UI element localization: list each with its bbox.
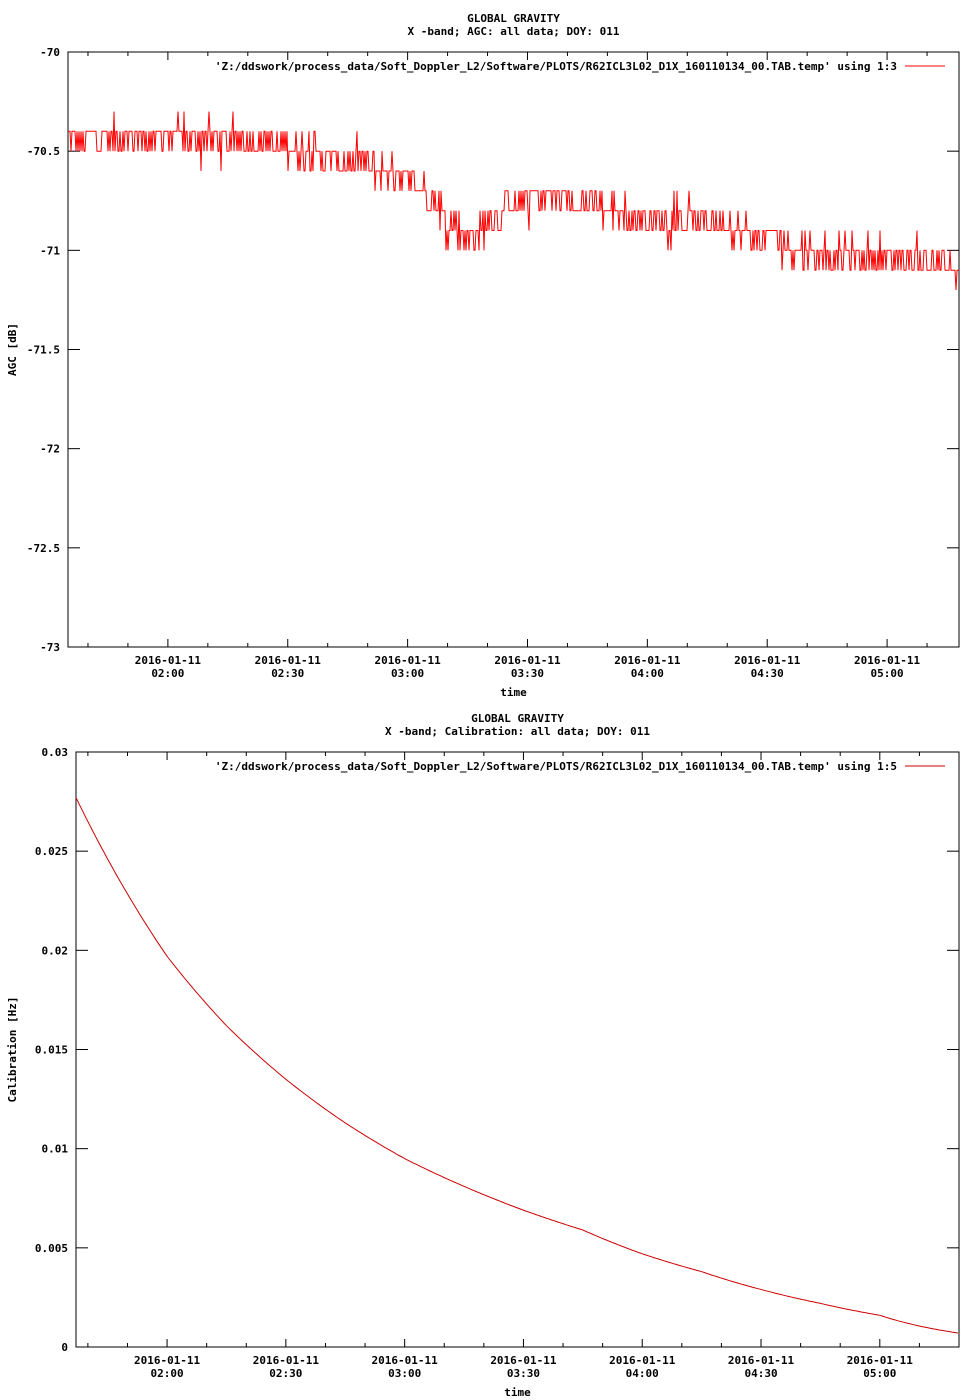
- series-line: [76, 798, 958, 1333]
- x-tick-date: 2016-01-11: [609, 1354, 676, 1367]
- x-tick-time: 04:30: [744, 1367, 778, 1380]
- x-tick-date: 2016-01-11: [371, 1354, 438, 1367]
- y-tick-label: 0: [61, 1341, 68, 1354]
- x-tick-time: 02:00: [150, 1367, 184, 1380]
- y-axis-label: Calibration [Hz]: [6, 996, 19, 1103]
- x-tick-time: 02:30: [269, 1367, 303, 1380]
- x-tick-time: 04:00: [625, 1367, 659, 1380]
- x-tick-date: 2016-01-11: [734, 654, 801, 667]
- x-tick-date: 2016-01-11: [490, 1354, 557, 1367]
- x-tick-date: 2016-01-11: [374, 654, 441, 667]
- y-tick-label: -73: [40, 641, 60, 654]
- y-tick-label: -71.5: [26, 343, 60, 357]
- x-axis-label: time: [500, 686, 527, 699]
- x-tick-time: 02:30: [271, 667, 305, 680]
- chart-title: GLOBAL GRAVITY: [467, 12, 560, 25]
- x-tick-time: 03:30: [506, 1367, 541, 1380]
- series-line: [68, 112, 959, 291]
- agc-chart: [6, 12, 959, 699]
- x-tick-time: 03:30: [510, 667, 545, 680]
- legend-label: 'Z:/ddswork/process_data/Soft_Doppler_L2/Software/PLOTS/R62ICL3L02_D1X_160110134_00.TAB.temp' using 1:3: [214, 60, 897, 73]
- chart-subtitle: X -band; Calibration: all data; DOY: 011: [385, 725, 650, 738]
- y-tick-label: -70.5: [26, 145, 60, 159]
- x-tick-time: 04:00: [630, 667, 664, 680]
- chart-title: GLOBAL GRAVITY: [471, 712, 564, 725]
- calibration-chart: [6, 712, 959, 1399]
- x-tick-date: 2016-01-11: [254, 654, 321, 667]
- x-tick-time: 05:00: [870, 667, 904, 680]
- x-tick-time: 03:00: [388, 1367, 422, 1380]
- x-tick-date: 2016-01-11: [846, 1354, 913, 1367]
- x-tick-time: 04:30: [750, 667, 784, 680]
- x-tick-date: 2016-01-11: [252, 1354, 319, 1367]
- x-tick-time: 05:00: [863, 1367, 897, 1380]
- x-tick-date: 2016-01-11: [133, 1354, 201, 1367]
- x-tick-date: 2016-01-11: [134, 654, 202, 667]
- plot-frame: [76, 752, 959, 1347]
- y-tick-label: -71: [40, 244, 60, 258]
- y-tick-label: 0.025: [34, 845, 68, 859]
- y-tick-label: 0.02: [41, 944, 68, 958]
- y-tick-label: 0.03: [41, 746, 68, 759]
- x-tick-date: 2016-01-11: [494, 654, 561, 667]
- x-tick-date: 2016-01-11: [727, 1354, 795, 1367]
- y-tick-label: 0.005: [34, 1241, 68, 1255]
- y-tick-label: 0.01: [41, 1142, 68, 1156]
- y-tick-label: 0.015: [34, 1043, 68, 1057]
- y-axis-label: AGC [dB]: [6, 323, 19, 376]
- x-tick-time: 02:00: [151, 667, 185, 680]
- x-tick-time: 03:00: [391, 667, 425, 680]
- legend-label: 'Z:/ddswork/process_data/Soft_Doppler_L2/Software/PLOTS/R62ICL3L02_D1X_160110134_00.TAB.temp' using 1:5: [214, 760, 897, 773]
- x-axis-label: time: [504, 1386, 531, 1399]
- y-tick-label: -72.5: [26, 541, 60, 555]
- y-tick-label: -70: [40, 46, 60, 59]
- chart-subtitle: X -band; AGC: all data; DOY: 011: [407, 25, 620, 38]
- x-tick-date: 2016-01-11: [614, 654, 681, 667]
- y-tick-label: -72: [40, 442, 60, 456]
- x-tick-date: 2016-01-11: [853, 654, 921, 667]
